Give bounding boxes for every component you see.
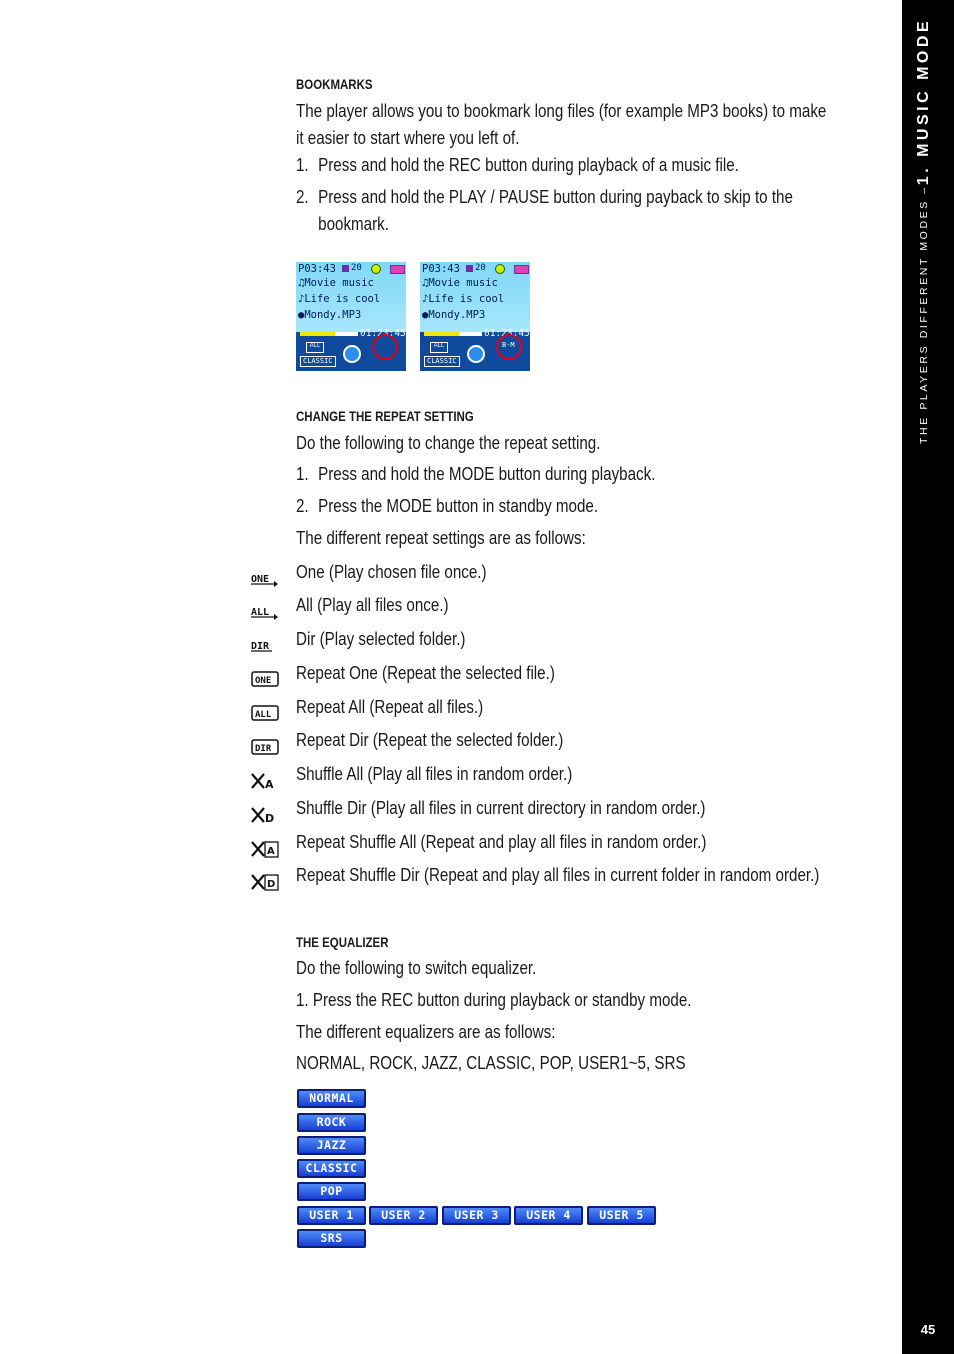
battery-icon — [390, 265, 405, 274]
section-subtitle: THE PLAYERS DIFFERENT MODES – — [918, 185, 930, 444]
svg-text:ONE: ONE — [255, 676, 272, 686]
screen-time: P03:43 — [298, 263, 336, 275]
page-number: 45 — [920, 1322, 936, 1337]
repeat-icon: ALL — [306, 342, 324, 353]
section-title — [910, 17, 938, 444]
one-icon — [250, 569, 280, 589]
clock-icon — [371, 264, 381, 274]
all-icon — [250, 602, 280, 622]
battery-icon — [514, 265, 529, 274]
shuffle-all-icon — [250, 771, 280, 791]
eq-button-pop: POP — [297, 1182, 366, 1201]
equalizer-step-1: 1. Press the REC button during playback or standby mode. — [296, 989, 692, 1010]
screen-volume: 20 — [351, 263, 362, 273]
progress-bar — [300, 332, 358, 336]
dir-icon — [250, 636, 280, 656]
repeat-item-repeat-one: Repeat One (Repeat the selected file.) — [296, 662, 555, 683]
player-screen-1 — [296, 262, 406, 371]
svg-text:ALL: ALL — [251, 607, 270, 618]
screen-line-1: ♫Movie music — [298, 277, 374, 289]
repeat-item-shuffle-all: Shuffle All (Play all files in random order.) — [296, 763, 573, 784]
eq-button-user-3: USER 3 — [442, 1206, 511, 1225]
screen-line-2: ♪Life is cool — [298, 293, 381, 305]
bookmarks-step-1 — [296, 154, 739, 176]
repeat-item-repeat-shuffle-dir: Repeat Shuffle Dir (Repeat and play all files in current folder in random order.) — [296, 864, 820, 885]
screen-volume: 20 — [475, 263, 486, 273]
repeat-dir-icon — [250, 737, 280, 757]
repeat-item-repeat-dir: Repeat Dir (Repeat the selected folder.) — [296, 729, 564, 750]
bookmarks-intro-1: The player allows you to bookmark long files (for example MP3 books) to make — [296, 100, 827, 121]
progress-bar — [424, 332, 482, 336]
eq-button-user-1: USER 1 — [297, 1206, 366, 1225]
repeat-item-repeat-shuffle-all: Repeat Shuffle All (Repeat and play all files in random order.) — [296, 831, 707, 852]
repeat-item-dir: Dir (Play selected folder.) — [296, 628, 466, 649]
bookmark-highlight-circle — [496, 334, 522, 360]
speaker-icon — [466, 265, 473, 272]
svg-text:D: D — [267, 879, 276, 890]
speaker-icon — [342, 265, 349, 272]
step-number: 2. — [296, 186, 309, 207]
equalizer-list: NORMAL, ROCK, JAZZ, CLASSIC, POP, USER1~5, SRS — [296, 1052, 686, 1073]
repeat-step-2 — [296, 495, 598, 517]
step-text: Press and hold the REC button during playback of a music file. — [318, 154, 739, 175]
eq-button-normal: NORMAL — [297, 1089, 366, 1108]
screen-eq: CLASSIC — [300, 356, 336, 367]
repeat-icon: ALL — [430, 342, 448, 353]
shuffle-dir-icon — [250, 805, 280, 825]
screen-line-2: ♪Life is cool — [422, 293, 505, 305]
step-number: 1. — [296, 463, 309, 484]
svg-text:A: A — [267, 846, 275, 857]
bookmark-indicator: B-M — [502, 341, 515, 349]
screen-elapsed: 01:23:45 — [484, 328, 530, 339]
step-number: 1. — [296, 154, 309, 175]
bookmarks-step-2 — [296, 186, 793, 208]
repeat-shuffle-all-icon — [250, 839, 280, 859]
svg-text:D: D — [265, 812, 275, 825]
eq-button-user-2: USER 2 — [369, 1206, 438, 1225]
bookmarks-heading: BOOKMARKS — [296, 76, 373, 92]
eq-button-classic: CLASSIC — [297, 1159, 366, 1178]
eq-button-jazz: JAZZ — [297, 1136, 366, 1155]
repeat-item-all: All (Play all files once.) — [296, 594, 449, 615]
repeat-shuffle-dir-icon — [250, 872, 280, 892]
repeat-item-one: One (Play chosen file once.) — [296, 561, 487, 582]
screen-eq: CLASSIC — [424, 356, 460, 367]
bookmarks-step-2-cont — [296, 213, 389, 235]
player-screen-2 — [420, 262, 530, 371]
repeat-one-icon — [250, 669, 280, 689]
svg-text:DIR: DIR — [255, 744, 272, 754]
play-icon — [467, 345, 485, 363]
screen-line-3: ●Mondy.MP3 — [422, 309, 486, 321]
equalizer-heading: THE EQUALIZER — [296, 934, 389, 950]
equalizer-intro: Do the following to switch equalizer. — [296, 957, 537, 978]
equalizer-list-intro: The different equalizers are as follows: — [296, 1021, 556, 1042]
svg-text:A: A — [265, 778, 274, 791]
repeat-intro: Do the following to change the repeat setting. — [296, 432, 601, 453]
step-number: 2. — [296, 495, 309, 516]
svg-text:ONE: ONE — [251, 574, 270, 585]
repeat-all-icon — [250, 703, 280, 723]
section-mode: 1. MUSIC MODE — [915, 17, 932, 186]
bookmark-highlight-circle — [372, 334, 398, 360]
svg-text:ALL: ALL — [255, 710, 272, 720]
eq-button-user-5: USER 5 — [587, 1206, 656, 1225]
play-icon — [343, 345, 361, 363]
screen-line-3: ●Mondy.MP3 — [298, 309, 362, 321]
step-text: bookmark. — [318, 213, 389, 234]
repeat-heading: CHANGE THE REPEAT SETTING — [296, 408, 474, 424]
repeat-list-intro: The different repeat settings are as follows: — [296, 527, 586, 548]
bookmarks-intro-2: it easier to start where you left of. — [296, 127, 520, 148]
eq-button-srs: SRS — [297, 1229, 366, 1248]
svg-text:DIR: DIR — [251, 641, 270, 652]
screen-time: P03:43 — [422, 263, 460, 275]
screen-line-1: ♫Movie music — [422, 277, 498, 289]
eq-button-rock: ROCK — [297, 1113, 366, 1132]
step-text: Press and hold the PLAY / PAUSE button during payback to skip to the — [318, 186, 793, 207]
step-text: Press the MODE button in standby mode. — [318, 495, 599, 516]
step-text: Press and hold the MODE button during playback. — [318, 463, 656, 484]
clock-icon — [495, 264, 505, 274]
repeat-item-repeat-all: Repeat All (Repeat all files.) — [296, 696, 484, 717]
repeat-step-1 — [296, 463, 655, 485]
repeat-item-shuffle-dir: Shuffle Dir (Play all files in current directory in random order.) — [296, 797, 706, 818]
screen-elapsed: 01:23:45 — [360, 328, 406, 339]
eq-button-user-4: USER 4 — [514, 1206, 583, 1225]
